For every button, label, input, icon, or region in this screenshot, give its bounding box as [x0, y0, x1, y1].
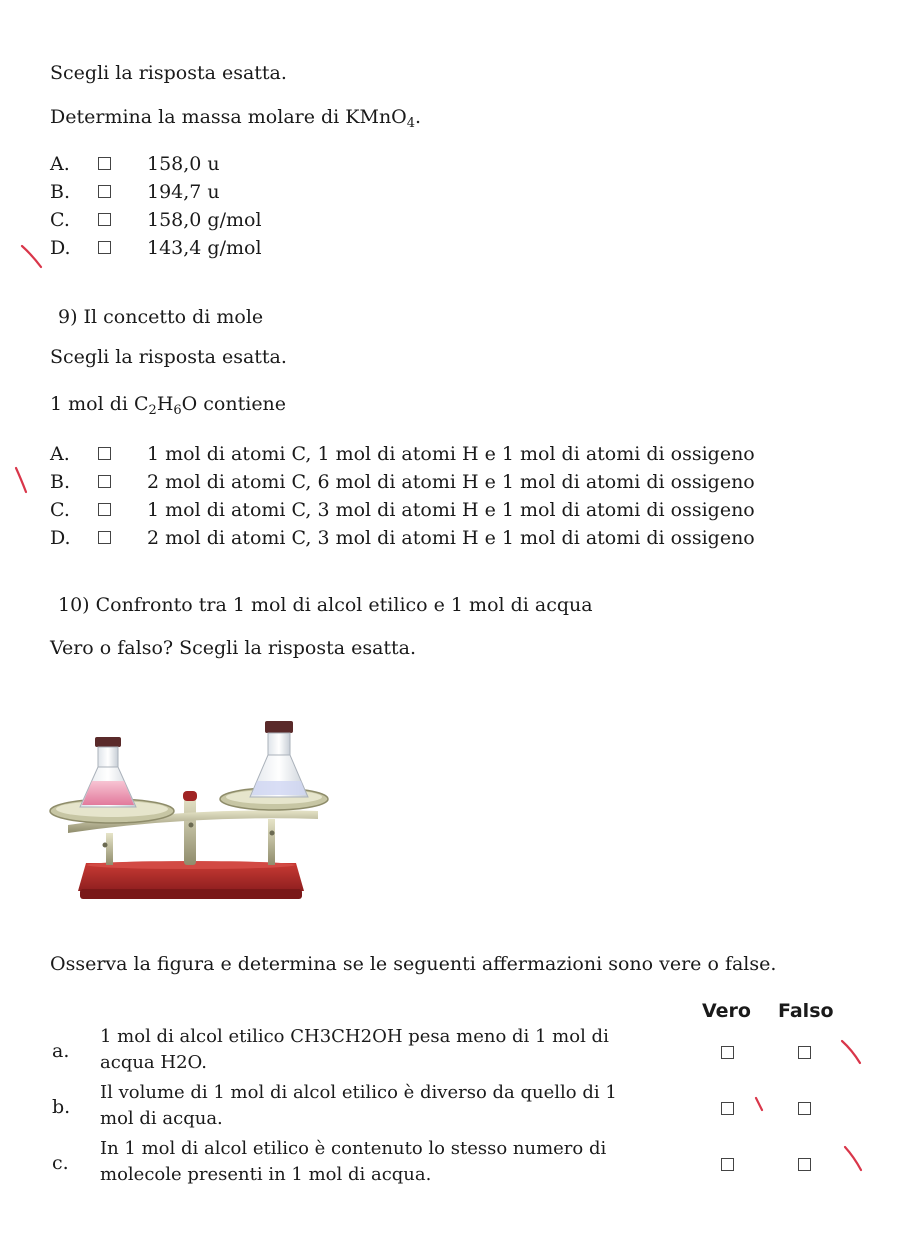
option-text: 143,4 g/mol	[147, 237, 262, 259]
option-checkbox[interactable]	[98, 213, 111, 226]
option-letter: D.	[50, 527, 71, 549]
option-letter: B.	[50, 471, 71, 493]
q9-prompt: 1 mol di $C_2H_6O$ contiene	[50, 393, 287, 418]
option-text: 2 mol di atomi C, 3 mol di atomi H e 1 mol di atomi di ossigeno	[147, 527, 755, 549]
option-checkbox[interactable]	[98, 185, 111, 198]
option-text: 158,0 g/mol	[147, 209, 262, 231]
handwritten-check-mark	[18, 240, 44, 270]
figure-caption: Osserva la figura e determina se le seguenti affermazioni sono vere o false.	[50, 953, 777, 975]
statement-letter: b.	[52, 1096, 71, 1118]
option-letter: C.	[50, 209, 70, 231]
q8-prompt: Determina la massa molare di KMnO$_4$.	[50, 106, 422, 131]
statement-text: In 1 mol di alcol etilico è contenuto lo stesso numero di molecole presenti in 1 mol di acqua.	[100, 1138, 607, 1185]
option-checkbox[interactable]	[98, 157, 111, 170]
true-checkbox[interactable]	[721, 1102, 734, 1115]
q10-instruction: Vero o falso? Scegli la risposta esatta.	[50, 637, 417, 659]
handwritten-check-mark	[840, 1143, 866, 1173]
option-letter: B.	[50, 181, 71, 203]
option-checkbox[interactable]	[98, 503, 111, 516]
option-text: 1 mol di atomi C, 3 mol di atomi H e 1 mol di atomi di ossigeno	[147, 499, 755, 521]
option-letter: A.	[50, 153, 70, 175]
false-checkbox[interactable]	[798, 1102, 811, 1115]
header-false: Falso	[778, 1000, 834, 1022]
true-checkbox[interactable]	[721, 1046, 734, 1059]
q9-title: 9) Il concetto di mole	[58, 306, 264, 328]
handwritten-check-mark	[10, 463, 34, 495]
option-text: 194,7 u	[147, 181, 220, 203]
option-text: 2 mol di atomi C, 6 mol di atomi H e 1 mol di atomi di ossigeno	[147, 471, 755, 493]
option-checkbox[interactable]	[98, 241, 111, 254]
true-checkbox[interactable]	[721, 1158, 734, 1171]
false-checkbox[interactable]	[798, 1158, 811, 1171]
handwritten-check-mark	[752, 1094, 766, 1114]
statement-letter: c.	[52, 1152, 69, 1174]
option-letter: D.	[50, 237, 71, 259]
option-checkbox[interactable]	[98, 531, 111, 544]
q9-instruction: Scegli la risposta esatta.	[50, 346, 287, 368]
header-true: Vero	[702, 1000, 751, 1022]
option-letter: A.	[50, 443, 70, 465]
statement-text: Il volume di 1 mol di alcol etilico è diverso da quello di 1 mol di acqua.	[100, 1082, 617, 1129]
q10-title: 10) Confronto tra 1 mol di alcol etilico e 1 mol di acqua	[58, 594, 593, 616]
q8-instruction: Scegli la risposta esatta.	[50, 62, 287, 84]
option-letter: C.	[50, 499, 70, 521]
balance-scale-illustration	[46, 715, 336, 917]
handwritten-check-mark	[838, 1036, 864, 1066]
statement-letter: a.	[52, 1040, 70, 1062]
option-text: 1 mol di atomi C, 1 mol di atomi H e 1 mol di atomi di ossigeno	[147, 443, 755, 465]
false-checkbox[interactable]	[798, 1046, 811, 1059]
statement-text: 1 mol di alcol etilico CH3CH2OH pesa meno di 1 mol di acqua H2O.	[100, 1026, 609, 1073]
option-text: 158,0 u	[147, 153, 220, 175]
option-checkbox[interactable]	[98, 475, 111, 488]
option-checkbox[interactable]	[98, 447, 111, 460]
